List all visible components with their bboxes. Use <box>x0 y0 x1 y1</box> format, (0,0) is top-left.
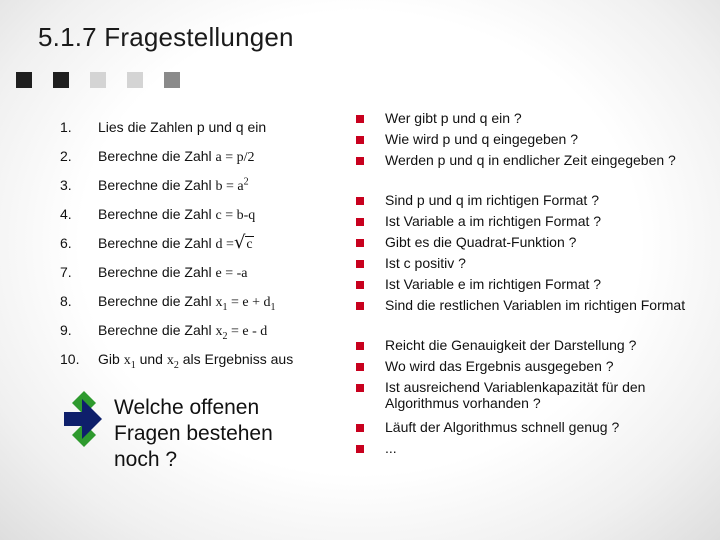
step-formula: x <box>215 324 223 339</box>
bullet-square-icon <box>356 157 364 165</box>
list-item-text: Läuft der Algorithmus schnell genug ? <box>385 419 620 435</box>
open-questions-prompt <box>114 395 314 473</box>
prompt-line: noch ? <box>114 448 178 471</box>
step-formula: e = -a <box>215 266 248 281</box>
bullet-square-icon <box>356 197 364 205</box>
bullet-square-icon <box>356 218 364 226</box>
step-formula: = e + d <box>227 295 271 310</box>
list-item-text: Wo wird das Ergebnis ausgegeben ? <box>385 358 614 374</box>
step-number: 7. <box>60 264 72 280</box>
list-item-text: Ist Variable e im richtigen Format ? <box>385 276 602 292</box>
step-formula: a = p/2 <box>215 150 255 165</box>
square-light <box>90 72 106 88</box>
list-item-text: Gibt es die Quadrat-Funktion ? <box>385 234 577 250</box>
bullet-square-icon <box>356 239 364 247</box>
step-text: Gib <box>98 351 120 367</box>
list-item-text: Reicht die Genauigkeit der Darstellung ? <box>385 337 637 353</box>
step-number: 4. <box>60 206 72 222</box>
square-dark <box>53 72 69 88</box>
formula-radicand: c <box>246 237 253 252</box>
step-item <box>60 116 340 138</box>
step-formula: b = a <box>215 179 244 194</box>
step-number: 1. <box>60 119 72 135</box>
step-formula: x <box>215 295 223 310</box>
step-number: 10. <box>60 351 80 367</box>
list-item-text: Werden p und q in endlicher Zeit eingegeben ? <box>385 152 676 168</box>
formula-subscript: 2 <box>173 359 179 371</box>
step-text: als Ergebniss aus <box>182 351 294 367</box>
step-formula: x <box>123 353 131 368</box>
step-text: Berechne die Zahl <box>98 264 212 280</box>
square-dark <box>16 72 32 88</box>
step-text: Berechne die Zahl <box>98 177 212 193</box>
list-item-text: Ist Variable a im richtigen Format ? <box>385 213 602 229</box>
step-text: Berechne die Zahl <box>98 206 212 222</box>
step-item <box>60 145 340 167</box>
square-root-icon: √ <box>233 232 246 253</box>
list-item-text: Wer gibt p und q ein ? <box>385 110 522 126</box>
formula-subscript: 1 <box>270 301 276 313</box>
bullet-square-icon <box>356 136 364 144</box>
formula-exponent: 2 <box>243 176 249 188</box>
step-item <box>60 290 340 312</box>
list-item-text: Wie wird p und q eingegeben ? <box>385 131 579 147</box>
list-item-text: Ist c positiv ? <box>385 255 466 271</box>
square-light <box>127 72 143 88</box>
bullet-square-icon <box>356 424 364 432</box>
step-item <box>60 232 340 254</box>
step-formula: c = b-q <box>215 208 256 223</box>
bullet-square-icon <box>356 115 364 123</box>
step-text: Berechne die Zahl <box>98 235 212 251</box>
slide-title: 5.1.7 Fragestellungen <box>38 22 294 52</box>
step-item <box>60 348 340 370</box>
step-text: und <box>139 351 163 367</box>
prompt-line: Welche offenen <box>114 396 260 419</box>
bullet-square-icon <box>356 384 364 392</box>
list-item-text: ... <box>385 440 397 456</box>
step-item <box>60 261 340 283</box>
step-formula: = e - d <box>227 324 268 339</box>
step-text: Berechne die Zahl <box>98 322 212 338</box>
step-text: Lies die Zahlen p und q ein <box>98 119 267 135</box>
bullet-square-icon <box>356 302 364 310</box>
formula-subscript: 2 <box>222 330 228 342</box>
list-item-text: Sind die restlichen Variablen im richtigen Format <box>385 297 686 313</box>
step-number: 6. <box>60 235 72 251</box>
bullet-square-icon <box>356 445 364 453</box>
step-number: 8. <box>60 293 72 309</box>
square-mid <box>164 72 180 88</box>
step-formula: d = <box>215 237 234 252</box>
step-text: Berechne die Zahl <box>98 148 212 164</box>
formula-subscript: 1 <box>222 301 228 313</box>
list-item-text: Ist ausreichend Variablenkapazität für den Algorithmus vorhanden ? <box>385 379 646 411</box>
arrow-right-icon <box>62 387 106 451</box>
bullet-square-icon <box>356 363 364 371</box>
step-number: 2. <box>60 148 72 164</box>
step-item <box>60 203 340 225</box>
step-item <box>60 174 340 196</box>
formula-subscript: 1 <box>130 359 136 371</box>
step-number: 9. <box>60 322 72 338</box>
step-text: Berechne die Zahl <box>98 293 212 309</box>
list-item-text: Sind p und q im richtigen Format ? <box>385 192 599 208</box>
prompt-line: Fragen bestehen <box>114 422 273 445</box>
step-item <box>60 319 340 341</box>
step-formula: x <box>166 353 174 368</box>
step-number: 3. <box>60 177 72 193</box>
bullet-square-icon <box>356 260 364 268</box>
bullet-square-icon <box>356 342 364 350</box>
bullet-square-icon <box>356 281 364 289</box>
